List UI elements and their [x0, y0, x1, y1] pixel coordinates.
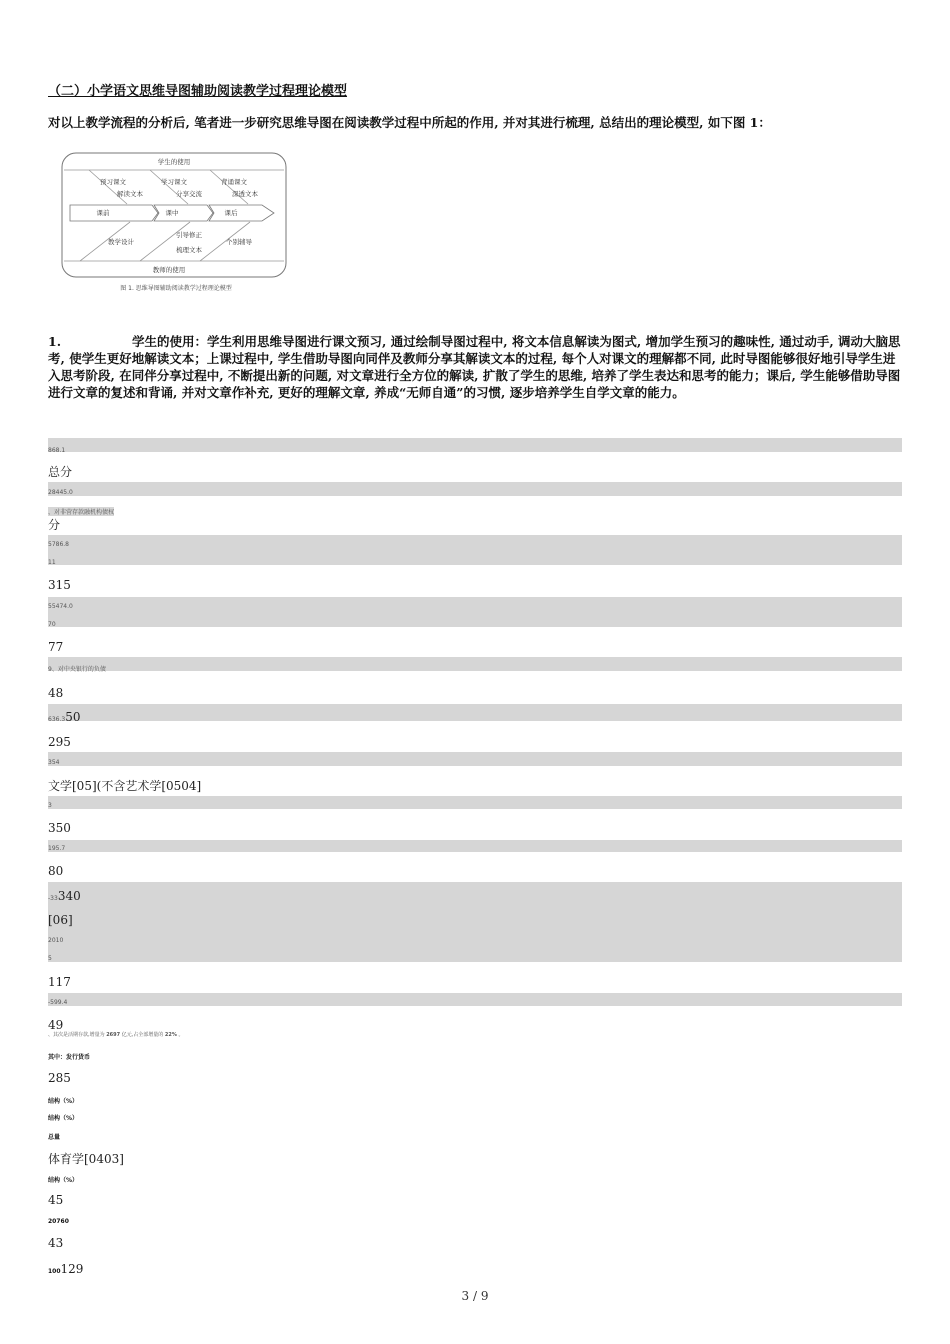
stage-during: 课中 — [165, 209, 179, 217]
text-fragment-part: 、其次是活期存款,增量为 — [48, 1032, 105, 1038]
text-fragment-part: 22% — [164, 1032, 177, 1038]
text-fragment-large: 129 — [60, 1262, 84, 1276]
text-fragment: 315 — [48, 578, 71, 592]
text-fragment: 9、对中央银行的负债 — [48, 666, 106, 673]
theory-model-diagram — [55, 148, 295, 298]
text-fragment: 3 — [48, 802, 52, 809]
text-fragment: 80 — [48, 864, 64, 878]
diagram-caption: 图 1. 思维导图辅助阅读教学过程理论模型 — [120, 285, 232, 292]
text-fragment: 结构（%） — [48, 1115, 79, 1122]
text-fragment: 2010 — [48, 937, 64, 944]
text-fragment: 分 — [48, 518, 61, 532]
student-use-text: 学生的使用：学生利用思维导图进行课文预习, 通过绘制导图过程中, 将文本信息解读为图式, 增加学生预习的趣味性, 通过动手, 调动大脑思考, 使学生更好地解读文本；上课过程中, 学生借助导图向同伴及教师分享其解读文本的过程, 每个人对课文的理解都不同, 此时导图能够很好地引导学生进入思考阶段, 在同伴分享过程中, 不断提出新的问题, 对文章进行全方位的解读, 扩散了学生的思维, 培养了学生表达和思考的能力；课后, 学生能够借助导图进行文章的复述和背诵, 并对文章作补充, 更好的理解文章, 养成“无师自通”的习惯, 逐步培养学生自学文章的能力。 — [48, 334, 901, 400]
text-fragment — [48, 1031, 183, 1038]
text-fragment: 11 — [48, 559, 56, 566]
grey-band — [48, 704, 902, 721]
text-fragment: 868.1 — [48, 447, 66, 454]
upper-label: 预习课文 — [100, 178, 126, 186]
text-fragment — [48, 889, 81, 903]
intro-paragraph: 对以上教学流程的分析后, 笔者进一步研究思维导图在阅读教学过程中所起的作用, 并对其进行梳理, 总结出的理论模型, 如下图 1： — [48, 115, 771, 130]
text-fragment: 5 — [48, 955, 52, 962]
text-fragment — [48, 1262, 83, 1276]
text-fragment: 55474.0 — [48, 603, 73, 610]
text-fragment: 48 — [48, 686, 64, 700]
upper-label: 深透文本 — [232, 190, 258, 198]
text-fragment: 总分 — [48, 465, 73, 479]
text-fragment-large: 50 — [65, 710, 81, 724]
text-fragment: 77 — [48, 640, 64, 654]
text-fragment-small: -33 — [48, 895, 58, 902]
grey-band — [48, 535, 902, 565]
text-fragment: 20760 — [48, 1218, 69, 1225]
top-label: 学生的使用 — [157, 158, 191, 166]
text-fragment-part: 。 — [178, 1032, 184, 1038]
text-fragment-part: 亿元,占全部增量的 — [121, 1032, 164, 1038]
lower-label: 梳理文本 — [176, 246, 202, 254]
grey-band — [48, 840, 902, 852]
list-number: 1. — [48, 334, 62, 349]
student-use-paragraph — [48, 333, 902, 401]
text-fragment-small: 100 — [48, 1268, 61, 1275]
stage-arrow-after — [209, 205, 274, 221]
text-fragment: 45 — [48, 1193, 64, 1207]
text-fragment: 295 — [48, 735, 71, 749]
text-fragment: 文学[05](不含艺术学[0504] — [48, 779, 202, 793]
text-fragment: 285 — [48, 1071, 71, 1085]
text-fragment: 、对非营存款融机构债权 — [48, 509, 115, 516]
lower-label: 引导修正 — [176, 231, 202, 239]
stage-arrow-during — [154, 205, 213, 221]
grey-band — [48, 482, 902, 496]
upper-label: 解读文本 — [117, 190, 143, 198]
page-number: 3 / 9 — [461, 1289, 489, 1303]
text-fragment: 117 — [48, 975, 71, 989]
bottom-label: 教师的使用 — [152, 266, 186, 274]
text-fragment-small: 636.3 — [48, 716, 66, 723]
upper-label: 分享交流 — [176, 190, 202, 198]
grey-band — [48, 752, 902, 766]
text-fragment-large: 340 — [57, 889, 81, 903]
text-fragment: 体育学[0403] — [48, 1152, 124, 1166]
text-fragment: [06] — [48, 913, 73, 927]
text-fragment: 结构（%） — [48, 1098, 79, 1105]
upper-label: 学习课文 — [161, 178, 187, 186]
text-fragment: 49 — [48, 1018, 64, 1032]
lower-label: 个别辅导 — [226, 238, 252, 246]
text-fragment-part: 2697 — [106, 1032, 121, 1038]
text-fragment — [48, 710, 80, 724]
grey-band — [48, 657, 902, 671]
grey-band — [48, 993, 902, 1006]
grey-band — [48, 796, 902, 809]
text-fragment: 70 — [48, 621, 56, 628]
grey-band — [48, 597, 902, 627]
text-fragment: 结构（%） — [48, 1177, 79, 1184]
upper-label: 背诵课文 — [221, 178, 247, 186]
stage-after: 课后 — [224, 209, 238, 217]
text-fragment: 其中：发行货币 — [48, 1054, 91, 1061]
text-fragment: 5786.8 — [48, 541, 69, 548]
text-fragment: 总量 — [48, 1134, 61, 1141]
text-fragment: 354 — [48, 759, 60, 766]
text-fragment: 28445.0 — [48, 489, 73, 496]
lower-label: 教学设计 — [108, 238, 134, 246]
stage-before: 课前 — [96, 209, 110, 217]
text-fragment: -599.4 — [48, 999, 68, 1006]
grey-band — [48, 882, 902, 962]
grey-band — [48, 438, 902, 452]
text-fragment: 350 — [48, 821, 71, 835]
stage-arrow-before — [70, 205, 158, 221]
section-heading: （二）小学语文思维导图辅助阅读教学过程理论模型 — [48, 84, 348, 99]
text-fragment: 195.7 — [48, 845, 66, 852]
text-fragment: 43 — [48, 1236, 64, 1250]
